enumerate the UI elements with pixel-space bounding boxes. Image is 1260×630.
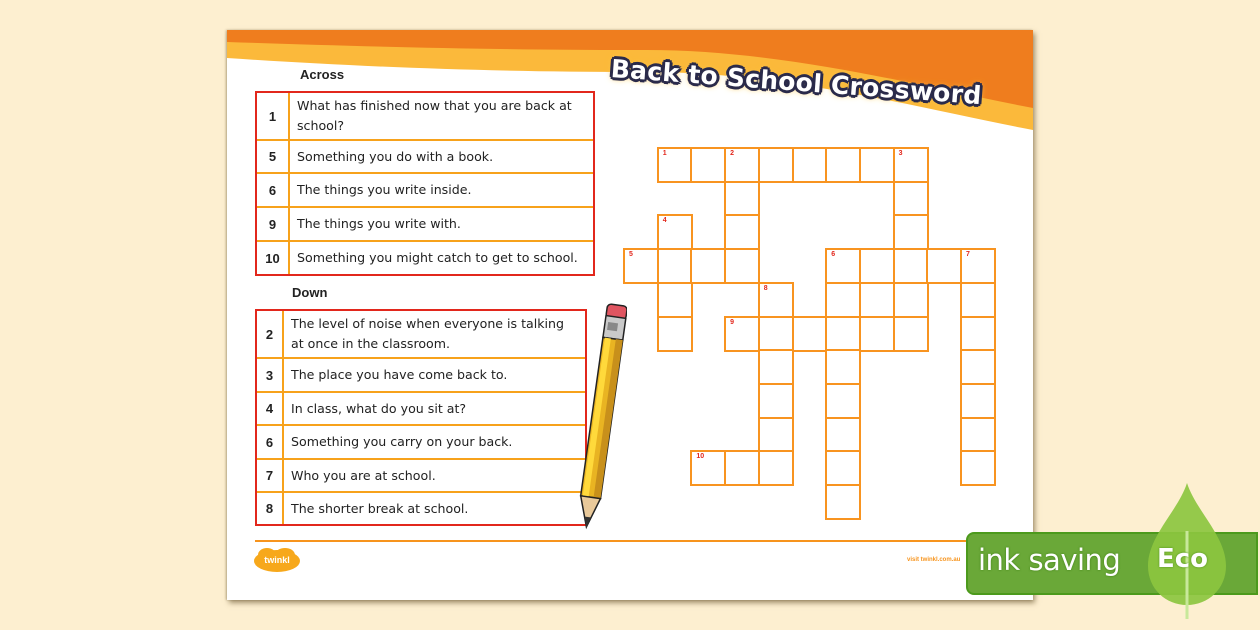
cell-number: 1 — [662, 150, 667, 157]
eco-label: Eco — [1157, 544, 1209, 574]
crossword-cell[interactable] — [759, 283, 793, 317]
crossword-cell[interactable] — [725, 249, 759, 283]
clue-text: Something you carry on your back. — [291, 434, 513, 449]
crossword-cell[interactable] — [658, 317, 692, 351]
cell-number: 3 — [898, 150, 903, 157]
svg-text:twinkl: twinkl — [264, 555, 290, 565]
crossword-cell[interactable] — [826, 418, 860, 452]
clue-number: 5 — [257, 141, 290, 172]
crossword-cell[interactable] — [624, 249, 658, 283]
crossword-cell[interactable] — [691, 451, 725, 485]
crossword-cell[interactable] — [793, 317, 827, 351]
clue-row — [257, 357, 585, 391]
crossword-cell[interactable] — [826, 283, 860, 317]
crossword-cell[interactable] — [826, 249, 860, 283]
crossword-cell[interactable] — [860, 317, 894, 351]
crossword-cell[interactable] — [894, 249, 928, 283]
cell-number: 8 — [763, 284, 768, 292]
clue-text: The things you write with. — [297, 216, 461, 231]
ink-saving-label: ink saving — [978, 543, 1121, 577]
crossword-cell[interactable] — [961, 451, 995, 485]
crossword-cell[interactable] — [658, 215, 692, 249]
crossword-cell[interactable] — [658, 148, 692, 182]
crossword-cell[interactable] — [725, 148, 759, 182]
crossword-cell[interactable] — [894, 182, 928, 216]
clue-text: The level of noise when everyone is talking at once in the classroom. — [291, 316, 565, 351]
crossword-cell[interactable] — [826, 485, 860, 519]
clue-row — [257, 93, 593, 139]
clue-text: Something you do with a book. — [297, 148, 494, 164]
crossword-cell[interactable] — [860, 283, 894, 317]
clue-number: 8 — [257, 493, 284, 524]
clue-row — [257, 311, 585, 357]
across-clues-table — [255, 91, 595, 276]
cell-number: 5 — [629, 251, 633, 259]
crossword-cell[interactable] — [759, 317, 793, 351]
clue-number: 4 — [257, 393, 284, 424]
crossword-cell[interactable] — [894, 215, 928, 249]
crossword-cell[interactable] — [826, 317, 860, 351]
crossword-cell[interactable] — [961, 317, 995, 351]
down-clues-table — [255, 309, 587, 526]
crossword-cell[interactable] — [826, 384, 860, 418]
crossword-cell[interactable] — [826, 148, 860, 182]
crossword-cell[interactable] — [725, 317, 759, 351]
clue-text: Who you are at school. — [291, 467, 436, 483]
clue-text: The place you have come back to. — [291, 367, 508, 382]
worksheet-title: Back to School Crossword — [609, 54, 983, 111]
crossword-cell[interactable] — [894, 148, 928, 182]
visit-website-text: visit twinkl.com.au — [907, 557, 961, 563]
crossword-cell[interactable] — [961, 249, 995, 283]
crossword-cell[interactable] — [725, 215, 759, 249]
clue-number: 2 — [257, 311, 284, 357]
clue-row — [257, 424, 585, 458]
clue-row — [257, 458, 585, 491]
crossword-worksheet — [227, 30, 1033, 600]
crossword-cell[interactable] — [759, 384, 793, 418]
clue-row — [257, 172, 593, 206]
clue-number: 6 — [257, 174, 290, 206]
crossword-cell[interactable] — [759, 418, 793, 452]
crossword-cell[interactable] — [826, 350, 860, 384]
crossword-cell[interactable] — [658, 283, 692, 317]
crossword-cell[interactable] — [961, 384, 995, 418]
footer-divider — [255, 540, 1033, 542]
crossword-cell[interactable] — [759, 148, 793, 182]
crossword-cell[interactable] — [894, 317, 928, 351]
clue-number: 1 — [257, 93, 290, 139]
clue-text: Something you might catch to get to school. — [297, 250, 578, 265]
cell-number: 10 — [696, 453, 705, 461]
cell-number: 2 — [730, 150, 734, 157]
clue-text: What has finished now that you are back at school? — [297, 98, 572, 133]
crossword-cell[interactable] — [961, 283, 995, 317]
crossword-cell[interactable] — [961, 350, 995, 384]
crossword-cell[interactable] — [759, 451, 793, 485]
clue-number: 3 — [257, 359, 284, 391]
clue-number: 6 — [257, 426, 284, 458]
pencil-illustration — [577, 298, 627, 534]
clue-row — [257, 206, 593, 240]
crossword-cell[interactable] — [759, 350, 793, 384]
clue-number: 10 — [257, 242, 290, 274]
cell-number: 6 — [831, 251, 836, 259]
cell-number: 7 — [966, 251, 970, 259]
clue-row — [257, 391, 585, 424]
clue-number: 7 — [257, 460, 284, 491]
crossword-cell[interactable] — [961, 418, 995, 452]
twinkl-logo — [253, 546, 301, 574]
crossword-cell[interactable] — [860, 249, 894, 283]
crossword-cell[interactable] — [793, 148, 827, 182]
crossword-cell[interactable] — [691, 148, 725, 182]
crossword-cell[interactable] — [860, 148, 894, 182]
crossword-cell[interactable] — [658, 249, 692, 283]
cell-number: 4 — [662, 217, 667, 225]
clue-row — [257, 139, 593, 172]
clue-number: 9 — [257, 208, 290, 240]
crossword-cell[interactable] — [826, 451, 860, 485]
clue-text: The shorter break at school. — [291, 500, 469, 516]
crossword-cell[interactable] — [725, 182, 759, 216]
down-heading: Down — [292, 285, 328, 300]
cell-number: 9 — [730, 318, 734, 326]
clue-row — [257, 491, 585, 524]
clue-row — [257, 240, 593, 274]
crossword-cell[interactable] — [894, 283, 928, 317]
clue-text: The things you write inside. — [297, 182, 472, 197]
crossword-cell[interactable] — [927, 249, 961, 283]
crossword-cell[interactable] — [725, 451, 759, 485]
crossword-cell[interactable] — [691, 249, 725, 283]
crossword-grid — [624, 148, 996, 520]
across-heading: Across — [300, 67, 345, 82]
clue-text: In class, what do you sit at? — [291, 400, 467, 416]
